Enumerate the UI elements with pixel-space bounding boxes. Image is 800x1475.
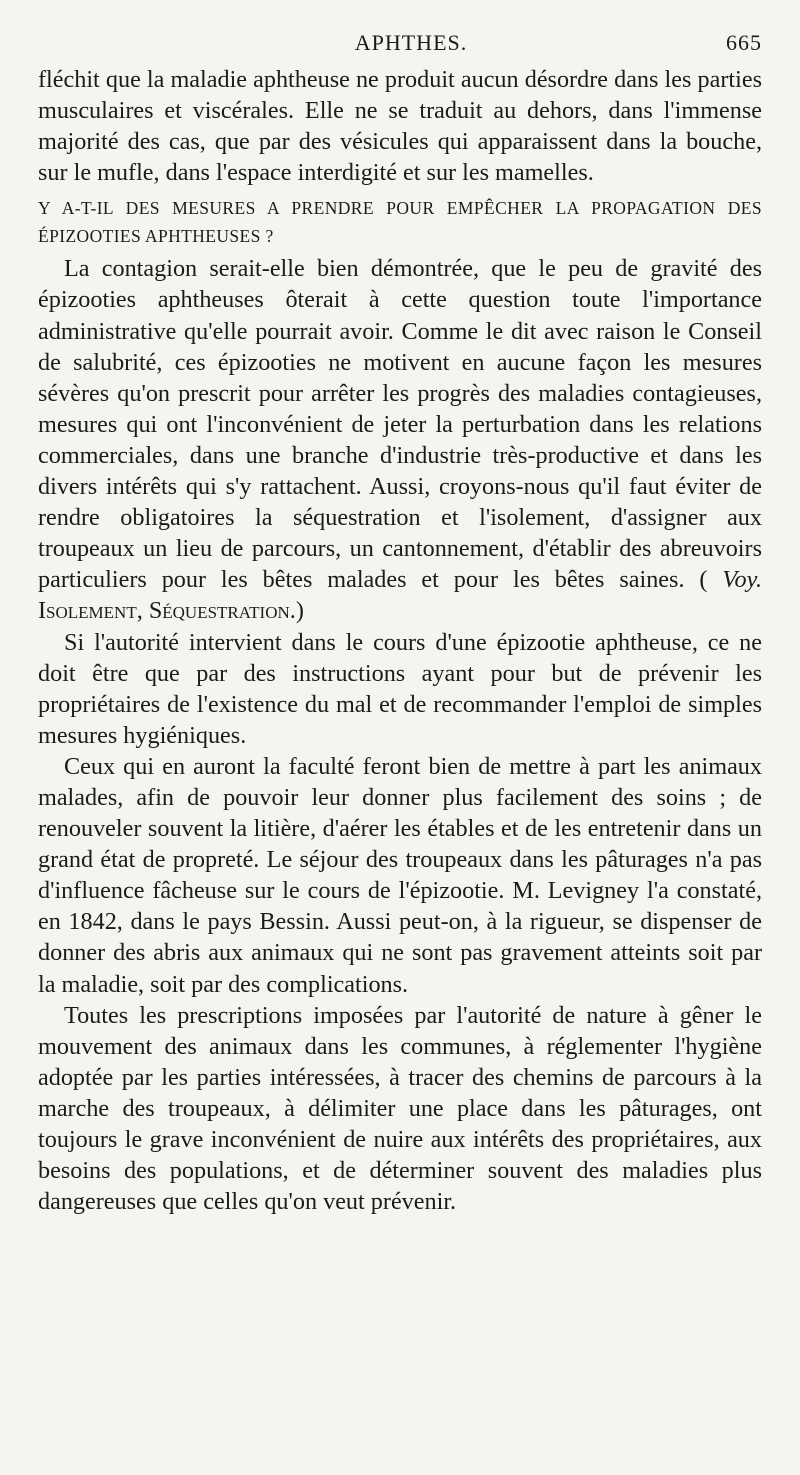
body-text xyxy=(38,64,762,1217)
section-heading-text: Y A-T-IL DES MESURES A PRENDRE POUR EMPÊCHER LA PROPAGATION DES ÉPIZOOTIES APHTHEUSES ? xyxy=(38,198,762,247)
paragraph-continued: fléchit que la maladie aphtheuse ne produit aucun désordre dans les parties musculaires et viscérales. Elle ne se traduit au dehors, dans l'immense majorité des cas, que par des vésicules qui apparaissent dans la bouche, sur le mufle, dans l'espace interdigité et sur les mamelles. xyxy=(38,66,762,187)
paragraph: Si l'autorité intervient dans le cours d'une épizootie aphtheuse, ce ne doit être que par des instructions ayant pour but de prévenir les propriétaires de l'existence du mal et de recommander l'emploi de simples mesures hygiéniques. xyxy=(38,628,762,749)
running-header xyxy=(38,30,762,64)
paragraph-text: La contagion serait-elle bien démontrée, que le peu de gravité des épizooties aphtheuses ôterait à cette question toute l'importance administrative qu'elle pourrait avoir. Comme le dit avec raison le Conseil de salubrité, ces épizooties ne motivent en aucune façon les mesures sévères qu'on prescrit pour arrêter les progrès des maladies contagieuses, mesures qui ont l'inconvénient de jeter la perturbation dans les relations commerciales, dans une branche d'industrie très-productive et dans les divers intérêts qui s'y rattachent. Aussi, croyons-nous qu'il faut éviter de rendre obligatoires la séquestration et l'isolement, d'assigner aux troupeaux un lieu de parcours, un cantonnement, d'établir des abreuvoirs particuliers pour les bêtes malades et pour les bêtes saines. xyxy=(38,255,762,594)
paragraph: Ceux qui en auront la faculté feront bien de mettre à part les animaux malades, afin de pouvoir leur donner plus facilement des soins ; de renouveler souvent la litière, d'aérer les étables et de les entretenir dans un grand état de propreté. Le séjour des troupeaux dans les pâturages n'a pas d'influence fâcheuse sur le cours de l'épizootie. M. Levigney l'a constaté, en 1842, dans le pays Bessin. Aussi peut-on, à la rigueur, se dispenser de donner des abris aux animaux qui ne sont pas gravement atteints soit par la maladie, soit par des complications. xyxy=(38,752,762,998)
page-number: 665 xyxy=(726,30,762,55)
section-heading xyxy=(38,194,762,250)
cross-reference-voy: Voy. xyxy=(722,566,763,594)
cross-reference: ( Voy. Isolement, Séquestration.) xyxy=(38,566,763,625)
cross-reference-isolement: Isolement xyxy=(38,597,137,625)
paragraph xyxy=(38,253,762,626)
running-title: APHTHES. xyxy=(354,30,468,55)
cross-reference-sequestration: Séquestration xyxy=(148,597,290,625)
paragraph: Toutes les prescriptions imposées par l'autorité de nature à gêner le mouvement des animaux dans les communes, à réglementer l'hygiène adoptée par les parties intéressées, à tracer des chemins de parcours à la marche des troupeaux, à délimiter une place dans les pâturages, ont toujours le grave inconvénient de nuire aux intérêts des propriétaires, aux besoins des populations, et de déterminer souvent des maladies plus dangereuses que celles qu'on veut prévenir. xyxy=(38,1001,762,1216)
